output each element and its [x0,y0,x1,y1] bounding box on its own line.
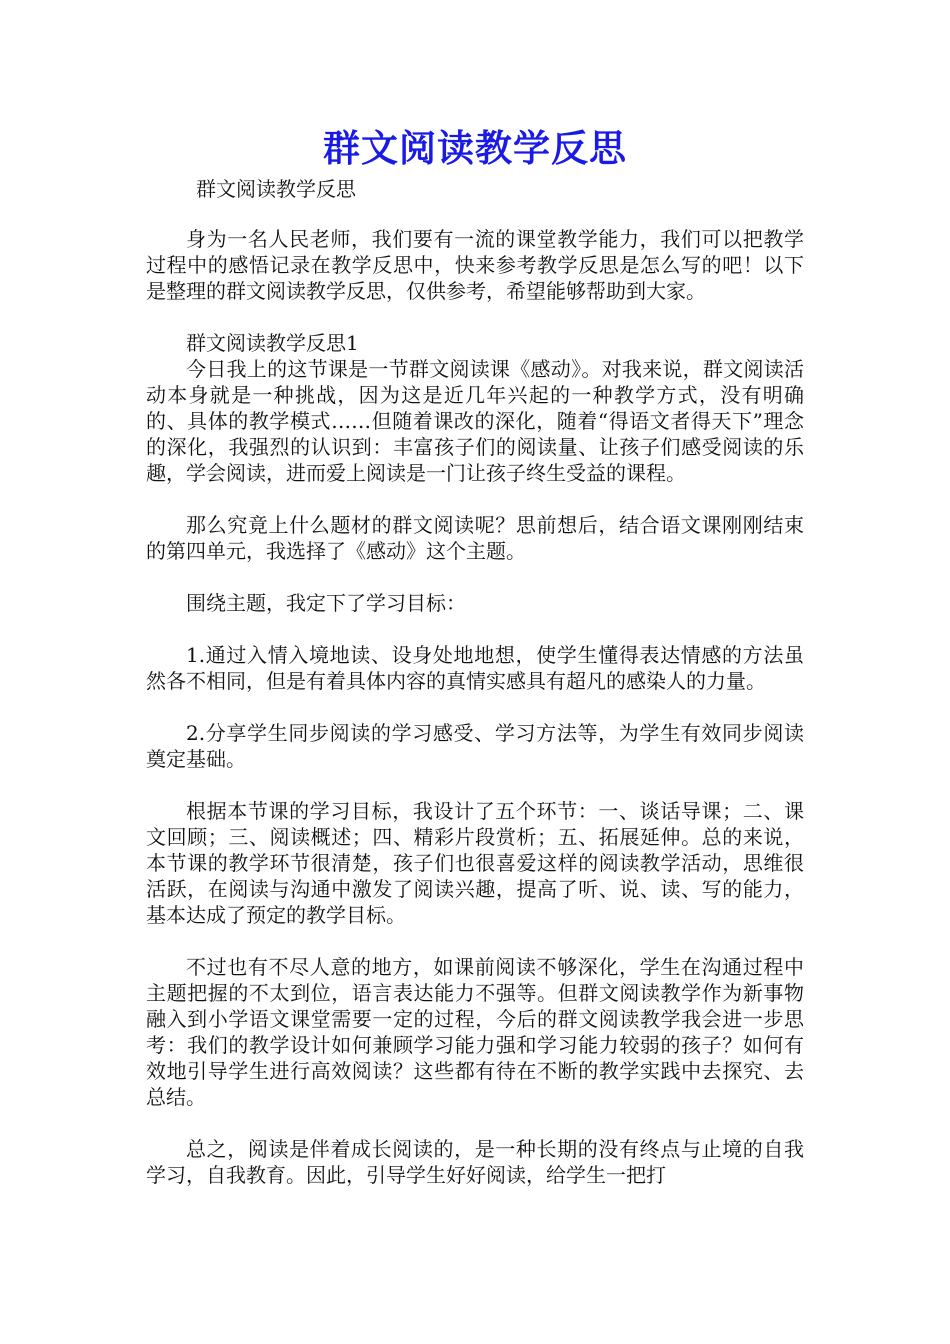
paragraph-intro: 身为一名人民老师，我们要有一流的课堂教学能力，我们可以把教学过程中的感悟记录在教学反思中，快来参考教学反思是怎么写的吧！以下是整理的群文阅读教学反思，仅供参考，希望能够帮助到大家。 [146,227,804,303]
paragraph-goal-1: 1.通过入情入境地读、设身处地地想，使学生懂得表达情感的方法虽然各不相同，但是有着具体内容的真情实感具有超凡的感染人的力量。 [146,643,804,693]
document-subtitle: 群文阅读教学反思 [196,177,356,201]
document-title: 群文阅读教学反思 [323,127,627,170]
paragraph: 不过也有不尽人意的地方，如课前阅读不够深化，学生在沟通过程中主题把握的不太到位，语言表达能力不强等。但群文阅读教学作为新事物融入到小学语文课堂需要一定的过程，今后的群文阅读教学我会进一步思考：我们的教学设计如何兼顾学习能力强和学习能力较弱的孩子？如何有效地引导学生进行高效阅读？这些都有待在不断的教学实践中去探究、去总结。 [146,955,804,1109]
paragraph: 那么究竟上什么题材的群文阅读呢？思前想后，结合语文课刚刚结束的第四单元，我选择了《感动》这个主题。 [146,513,804,563]
document-body [146,226,804,1188]
paragraph: 根据本节课的学习目标，我设计了五个环节：一、谈话导课；二、课文回顾；三、阅读概述；四、精彩片段赏析；五、拓展延伸。总的来说，本节课的教学环节很清楚，孩子们也很喜爱这样的阅读教学活动，思维很活跃，在阅读与沟通中激发了阅读兴趣，提高了听、说、读、写的能力，基本达成了预定的教学目标。 [146,799,804,927]
paragraph: 今日我上的这节课是一节群文阅读课《感动》。对我来说，群文阅读活动本身就是一种挑战，因为这是近几年兴起的一种教学方式，没有明确的、具体的教学模式……但随着课改的深化，随着“得语文者得天下”理念的深化，我强烈的认识到：丰富孩子们的阅读量、让孩子们感受阅读的乐趣，学会阅读，进而爱上阅读是一门让孩子终生受益的课程。 [146,357,804,485]
section-heading: 群文阅读教学反思1 [186,331,359,355]
paragraph: 围绕主题，我定下了学习目标： [186,591,466,615]
paragraph-goal-2: 2.分享学生同步阅读的学习感受、学习方法等，为学生有效同步阅读奠定基础。 [146,721,804,771]
paragraph: 总之，阅读是伴着成长阅读的，是一种长期的没有终点与止境的自我学习，自我教育。因此，引导学生好好阅读，给学生一把打 [146,1137,804,1187]
